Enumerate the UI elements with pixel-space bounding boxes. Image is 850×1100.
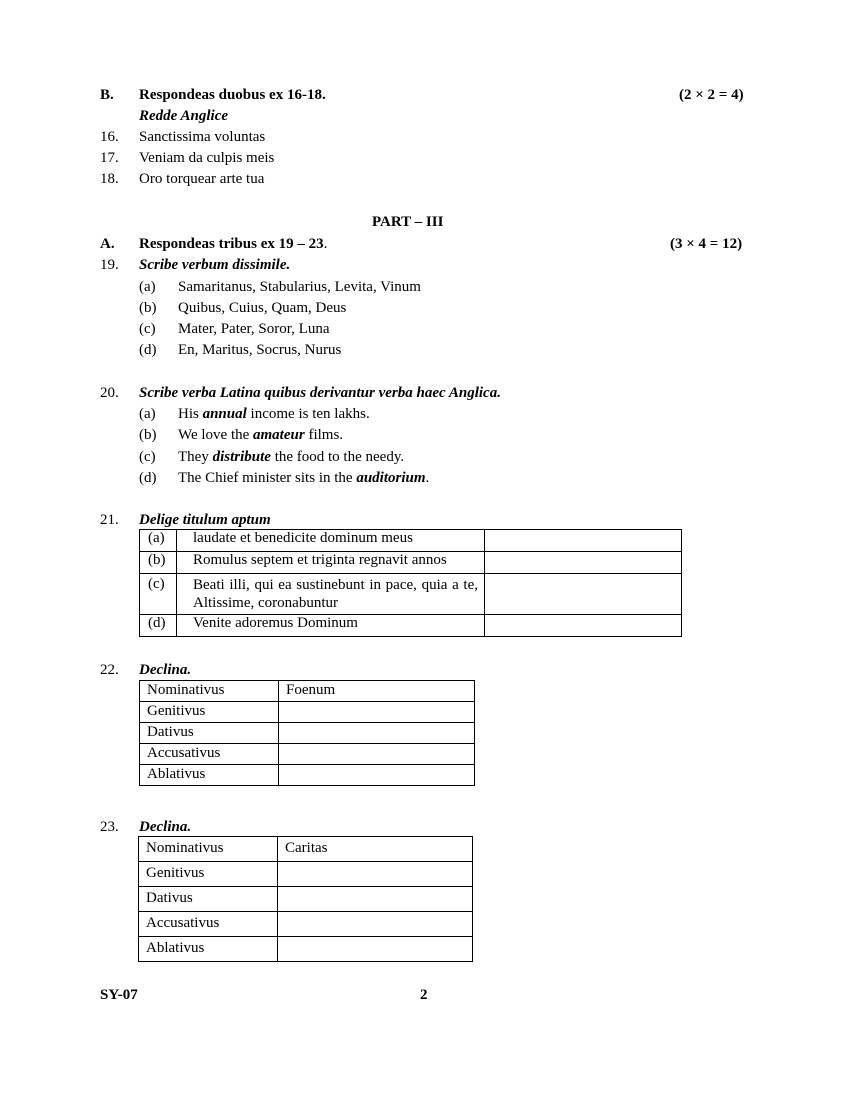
match-title-table: [139, 529, 682, 637]
highlighted-word: distribute: [212, 449, 271, 465]
highlighted-word: amateur: [253, 427, 305, 443]
question-20-number: 20.: [100, 385, 119, 401]
question-number: 18.: [100, 171, 119, 187]
table-row: [139, 887, 473, 912]
q20-option-sentence: [178, 449, 404, 466]
section-a-instruction-text: Respondeas tribus ex 19 – 23: [139, 236, 324, 252]
case-label: Genitivus: [139, 862, 278, 887]
table-row: [140, 530, 682, 552]
q20-option-label: (a): [139, 406, 156, 422]
sentence-part: His: [178, 406, 203, 422]
row-label: (d): [140, 615, 177, 637]
question-21-title: Delige titulum aptum: [139, 512, 271, 528]
question-23-number: 23.: [100, 819, 119, 835]
question-number: 16.: [100, 129, 119, 145]
table-row: [139, 837, 473, 862]
sentence-part: the food to the needy.: [270, 449, 405, 465]
case-label: Accusativus: [140, 744, 279, 765]
answer-cell[interactable]: [279, 765, 475, 786]
question-number: 17.: [100, 150, 119, 166]
table-row: [140, 615, 682, 637]
q20-option-sentence: [178, 406, 370, 423]
table-row: [139, 937, 473, 962]
q19-option-text: Mater, Pater, Soror, Luna: [178, 321, 330, 337]
question-text: Veniam da culpis meis: [139, 150, 275, 166]
part-heading: PART – III: [372, 214, 444, 230]
declension-table-caritas: [138, 836, 473, 962]
section-b-letter: B.: [100, 87, 114, 103]
answer-cell[interactable]: [278, 862, 473, 887]
noun-cell: Foenum: [279, 681, 475, 702]
sentence-part: films.: [304, 427, 344, 443]
q19-option-label: (a): [139, 279, 156, 295]
q20-option-sentence: [178, 427, 343, 444]
row-text: laudate et benedicite dominum meus: [177, 530, 485, 552]
table-row: [140, 702, 475, 723]
q19-option-text: Samaritanus, Stabularius, Levita, Vinum: [178, 279, 421, 295]
q19-option-label: (c): [139, 321, 156, 337]
row-text: Beati illi, qui ea sustinebunt in pace, quia a te, Altissime, coronabuntur: [177, 574, 485, 615]
q20-option-label: (d): [139, 470, 157, 486]
sentence-part: income is ten lakhs.: [246, 406, 370, 422]
row-text: Venite adoremus Dominum: [177, 615, 485, 637]
sentence-part: .: [425, 470, 430, 486]
section-a-instruction-dot: .: [323, 236, 328, 252]
section-a-letter: A.: [100, 236, 115, 252]
table-row: [139, 862, 473, 887]
answer-cell[interactable]: [278, 887, 473, 912]
declension-table-foenum: [139, 680, 475, 786]
question-23-title: Declina.: [139, 819, 192, 835]
section-b-subinstruction: Redde Anglice: [139, 108, 229, 124]
question-text: Oro torquear arte tua: [139, 171, 265, 187]
page-number: 2: [420, 987, 428, 1003]
table-row: [140, 681, 475, 702]
table-row: [140, 552, 682, 574]
answer-cell[interactable]: [485, 615, 682, 637]
question-22-number: 22.: [100, 662, 119, 678]
answer-cell[interactable]: [279, 744, 475, 765]
answer-cell[interactable]: [485, 552, 682, 574]
case-label: Ablativus: [140, 765, 279, 786]
answer-cell[interactable]: [485, 574, 682, 615]
section-a-marks: (3 × 4 = 12): [670, 236, 743, 252]
question-20-title: Scribe verba Latina quibus derivantur verba haec Anglica.: [139, 385, 501, 401]
case-label: Dativus: [140, 723, 279, 744]
highlighted-word: auditorium: [356, 470, 426, 486]
question-21-number: 21.: [100, 512, 119, 528]
q20-option-sentence: [178, 470, 429, 487]
question-19-title: Scribe verbum dissimile.: [139, 257, 291, 273]
case-label: Nominativus: [139, 837, 278, 862]
table-row: [140, 744, 475, 765]
sentence-part: We love the: [178, 427, 254, 443]
q20-option-label: (c): [139, 449, 156, 465]
section-a-instruction: [139, 236, 327, 253]
case-label: Dativus: [139, 887, 278, 912]
sentence-part: They: [178, 449, 213, 465]
table-row: [140, 723, 475, 744]
case-label: Accusativus: [139, 912, 278, 937]
q19-option-text: En, Maritus, Socrus, Nurus: [178, 342, 342, 358]
footer-code: SY-07: [100, 987, 138, 1003]
section-b-instruction: Respondeas duobus ex 16-18.: [139, 87, 326, 103]
sentence-part: The Chief minister sits in the: [178, 470, 357, 486]
section-b-marks: (2 × 2 = 4): [679, 87, 744, 103]
answer-cell[interactable]: [279, 723, 475, 744]
q19-option-label: (d): [139, 342, 157, 358]
q20-option-label: (b): [139, 427, 157, 443]
noun-cell: Caritas: [278, 837, 473, 862]
answer-cell[interactable]: [279, 702, 475, 723]
q19-option-label: (b): [139, 300, 157, 316]
answer-cell[interactable]: [278, 912, 473, 937]
case-label: Ablativus: [139, 937, 278, 962]
row-label: (c): [140, 574, 177, 615]
q19-option-text: Quibus, Cuius, Quam, Deus: [178, 300, 347, 316]
table-row: [139, 912, 473, 937]
answer-cell[interactable]: [485, 530, 682, 552]
table-row: [140, 574, 682, 615]
answer-cell[interactable]: [278, 937, 473, 962]
table-row: [140, 765, 475, 786]
row-label: (b): [140, 552, 177, 574]
row-label: (a): [140, 530, 177, 552]
question-22-title: Declina.: [139, 662, 192, 678]
question-19-number: 19.: [100, 257, 119, 273]
case-label: Nominativus: [140, 681, 279, 702]
question-text: Sanctissima voluntas: [139, 129, 266, 145]
case-label: Genitivus: [140, 702, 279, 723]
highlighted-word: annual: [202, 406, 247, 422]
row-text: Romulus septem et triginta regnavit annos: [177, 552, 485, 574]
